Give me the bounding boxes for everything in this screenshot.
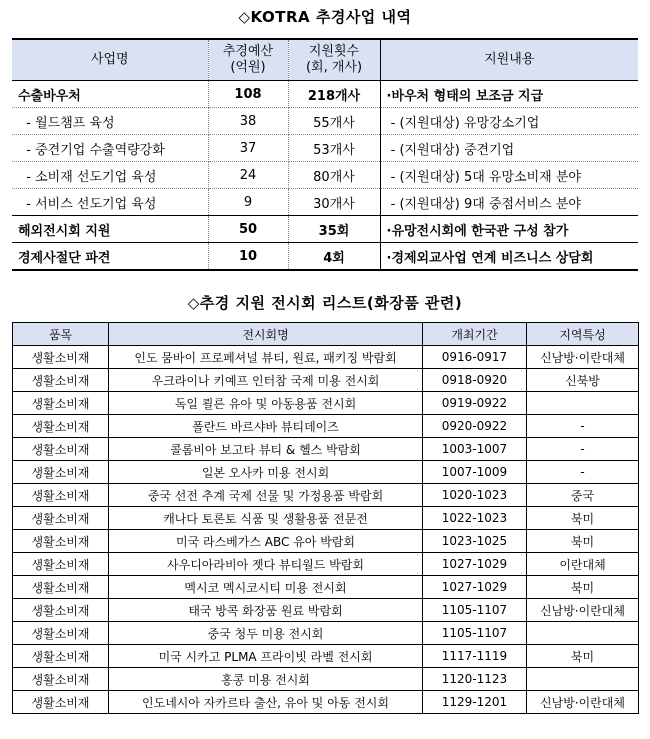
exhibition-table-row — [13, 530, 639, 553]
support-content-cell: - (지원대상) 중견기업 — [380, 135, 638, 162]
region-cell: - — [527, 415, 639, 438]
exhibition-name-cell: 멕시코 멕시코시티 미용 전시회 — [109, 576, 423, 599]
project-name-cell: - 소비재 선도기업 육성 — [12, 162, 208, 189]
period-cell: 0918-0920 — [423, 369, 527, 392]
exhibition-table-row — [13, 599, 639, 622]
region-cell: 북미 — [527, 530, 639, 553]
item-cell: 생활소비재 — [13, 392, 109, 415]
period-cell: 1120-1123 — [423, 668, 527, 691]
period-cell: 0920-0922 — [423, 415, 527, 438]
region-cell: 이란대체 — [527, 553, 639, 576]
exhibition-table-row — [13, 346, 639, 369]
exhibition-table — [12, 322, 639, 714]
exhibition-name-cell: 미국 라스베가스 ABC 유아 박람회 — [109, 530, 423, 553]
exhibition-table-row — [13, 668, 639, 691]
exhibition-list-title: ◇추경 지원 전시회 리스트(화장품 관련) — [187, 294, 463, 312]
exhibition-table-row — [13, 691, 639, 714]
exhibition-name-cell: 인도네시아 자카르타 출산, 유아 및 아동 전시회 — [109, 691, 423, 714]
exhibition-name-cell: 중국 청두 미용 전시회 — [109, 622, 423, 645]
exhibition-name-cell: 독일 쾰른 유아 및 아동용품 전시회 — [109, 392, 423, 415]
header-support-content: 지원내용 — [380, 39, 638, 81]
region-cell: - — [527, 438, 639, 461]
region-cell: 중국 — [527, 484, 639, 507]
support-content-cell: ·유망전시회에 한국관 구성 참가 — [380, 216, 638, 243]
period-cell: 0916-0917 — [423, 346, 527, 369]
budget-table-row — [12, 243, 638, 271]
support-content-cell: - (지원대상) 5대 유망소비재 분야 — [380, 162, 638, 189]
region-cell: 북미 — [527, 507, 639, 530]
period-cell: 1022-1023 — [423, 507, 527, 530]
support-count-cell: 55개사 — [288, 108, 380, 135]
region-cell: 신남방·이란대체 — [527, 599, 639, 622]
exhibition-name-cell: 태국 방콕 화장품 원료 박람회 — [109, 599, 423, 622]
period-cell: 1023-1025 — [423, 530, 527, 553]
region-cell: 신남방·이란대체 — [527, 346, 639, 369]
item-cell: 생활소비재 — [13, 599, 109, 622]
item-cell: 생활소비재 — [13, 415, 109, 438]
budget-table-header — [12, 39, 638, 81]
budget-table-row — [12, 162, 638, 189]
period-cell: 0919-0922 — [423, 392, 527, 415]
exhibition-name-cell: 콜롬비아 보고타 뷰티 & 헬스 박람회 — [109, 438, 423, 461]
budget-cell: 24 — [208, 162, 288, 189]
support-count-cell: 4회 — [288, 243, 380, 271]
exhibition-table-row — [13, 438, 639, 461]
period-cell: 1007-1009 — [423, 461, 527, 484]
project-name-cell: - 월드챔프 육성 — [12, 108, 208, 135]
period-cell: 1105-1107 — [423, 622, 527, 645]
support-count-cell: 30개사 — [288, 189, 380, 216]
exhibition-name-cell: 미국 시카고 PLMA 프라이빗 라벨 전시회 — [109, 645, 423, 668]
project-name-cell: - 중견기업 수출역량강화 — [12, 135, 208, 162]
exhibition-name-cell: 폴란드 바르샤바 뷰티데이즈 — [109, 415, 423, 438]
exhibition-table-row — [13, 484, 639, 507]
header-project-name: 사업명 — [12, 39, 208, 81]
budget-cell: 9 — [208, 189, 288, 216]
period-cell: 1027-1029 — [423, 553, 527, 576]
budget-cell: 38 — [208, 108, 288, 135]
region-cell: 신남방·이란대체 — [527, 691, 639, 714]
item-cell: 생활소비재 — [13, 530, 109, 553]
region-cell — [527, 392, 639, 415]
period-cell: 1105-1107 — [423, 599, 527, 622]
item-cell: 생활소비재 — [13, 668, 109, 691]
exhibition-name-cell: 일본 오사카 미용 전시회 — [109, 461, 423, 484]
budget-table-title: ◇KOTRA 추경사업 내역 — [238, 8, 412, 26]
exhibition-name-cell: 사우디아라비아 젯다 뷰티월드 박람회 — [109, 553, 423, 576]
support-content-cell: - (지원대상) 유망강소기업 — [380, 108, 638, 135]
exhibition-name-cell: 인도 뭄바이 프로페셔널 뷰티, 원료, 패키징 박람회 — [109, 346, 423, 369]
exhibition-table-row — [13, 369, 639, 392]
exhibition-table-row — [13, 392, 639, 415]
budget-table-row — [12, 135, 638, 162]
exhibition-table-row — [13, 622, 639, 645]
item-cell: 생활소비재 — [13, 438, 109, 461]
period-cell: 1117-1119 — [423, 645, 527, 668]
item-cell: 생활소비재 — [13, 507, 109, 530]
exhibition-table-header — [13, 323, 639, 346]
item-cell: 생활소비재 — [13, 576, 109, 599]
header-budget: 추경예산 (억원) — [208, 39, 288, 81]
support-content-cell: ·바우처 형태의 보조금 지급 — [380, 81, 638, 108]
budget-cell: 108 — [208, 81, 288, 108]
budget-table-row — [12, 216, 638, 243]
item-cell: 생활소비재 — [13, 346, 109, 369]
header-exhibition-name: 전시회명 — [109, 323, 423, 346]
support-content-cell: ·경제외교사업 연계 비즈니스 상담회 — [380, 243, 638, 271]
exhibition-name-cell: 캐나다 토론토 식품 및 생활용품 전문전 — [109, 507, 423, 530]
item-cell: 생활소비재 — [13, 553, 109, 576]
header-period: 개최기간 — [423, 323, 527, 346]
region-cell — [527, 668, 639, 691]
region-cell: - — [527, 461, 639, 484]
period-cell: 1027-1029 — [423, 576, 527, 599]
budget-cell: 37 — [208, 135, 288, 162]
exhibition-table-row — [13, 645, 639, 668]
support-count-cell: 35회 — [288, 216, 380, 243]
item-cell: 생활소비재 — [13, 369, 109, 392]
support-count-cell: 218개사 — [288, 81, 380, 108]
header-support-count: 지원횟수 (회, 개사) — [288, 39, 380, 81]
item-cell: 생활소비재 — [13, 622, 109, 645]
item-cell: 생활소비재 — [13, 691, 109, 714]
project-name-cell: 경제사절단 파견 — [12, 243, 208, 271]
budget-table-row — [12, 108, 638, 135]
budget-table-row — [12, 189, 638, 216]
exhibition-table-row — [13, 507, 639, 530]
period-cell: 1003-1007 — [423, 438, 527, 461]
item-cell: 생활소비재 — [13, 645, 109, 668]
exhibition-table-row — [13, 461, 639, 484]
exhibition-name-cell: 홍콩 미용 전시회 — [109, 668, 423, 691]
support-content-cell: - (지원대상) 9대 중점서비스 분야 — [380, 189, 638, 216]
exhibition-table-row — [13, 576, 639, 599]
exhibition-table-row — [13, 553, 639, 576]
item-cell: 생활소비재 — [13, 484, 109, 507]
period-cell: 1129-1201 — [423, 691, 527, 714]
support-count-cell: 53개사 — [288, 135, 380, 162]
support-count-cell: 80개사 — [288, 162, 380, 189]
region-cell — [527, 622, 639, 645]
budget-table-row — [12, 81, 638, 108]
budget-table — [12, 38, 638, 271]
header-item: 품목 — [13, 323, 109, 346]
item-cell: 생활소비재 — [13, 461, 109, 484]
budget-cell: 10 — [208, 243, 288, 271]
period-cell: 1020-1023 — [423, 484, 527, 507]
exhibition-table-row — [13, 415, 639, 438]
budget-cell: 50 — [208, 216, 288, 243]
exhibition-name-cell: 우크라이나 키예프 인터참 국제 미용 전시회 — [109, 369, 423, 392]
region-cell: 신북방 — [527, 369, 639, 392]
project-name-cell: - 서비스 선도기업 육성 — [12, 189, 208, 216]
project-name-cell: 수출바우처 — [12, 81, 208, 108]
region-cell: 북미 — [527, 645, 639, 668]
header-region: 지역특성 — [527, 323, 639, 346]
exhibition-name-cell: 중국 선전 추계 국제 선물 및 가정용품 박람회 — [109, 484, 423, 507]
region-cell: 북미 — [527, 576, 639, 599]
project-name-cell: 해외전시회 지원 — [12, 216, 208, 243]
